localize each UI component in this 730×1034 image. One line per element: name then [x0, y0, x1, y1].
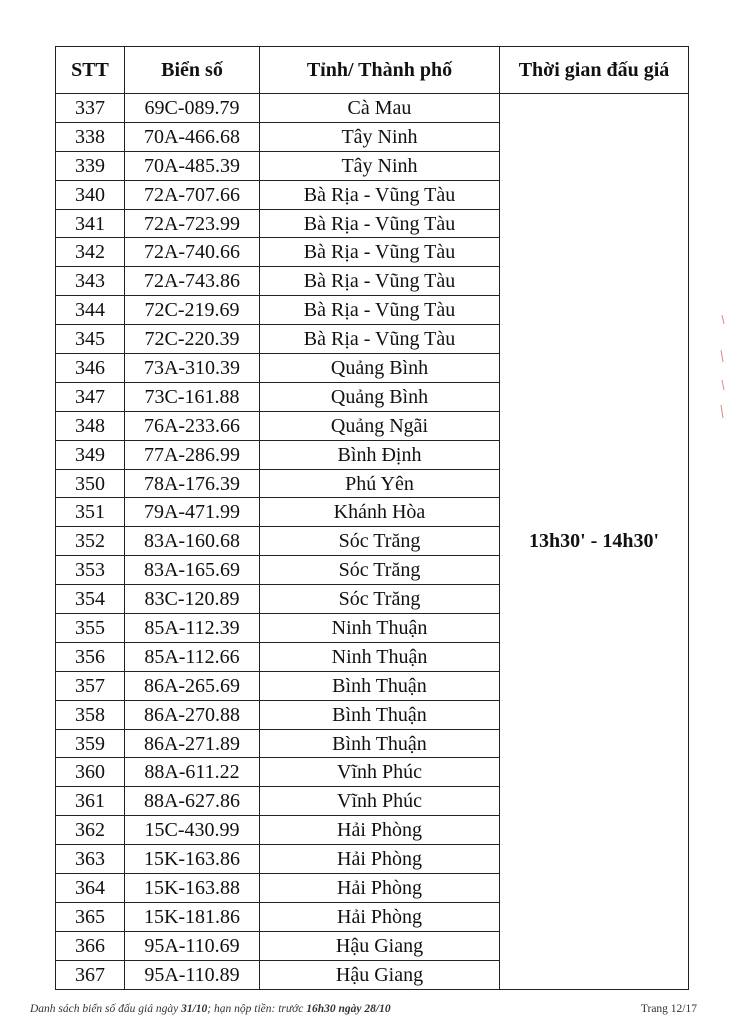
header-stt: STT — [56, 47, 125, 94]
cell-stt: 350 — [56, 469, 125, 498]
margin-stamp-mark — [717, 310, 727, 430]
cell-auction-time: 13h30' - 14h30' — [500, 94, 689, 990]
cell-province: Hậu Giang — [260, 960, 500, 989]
footer-text-prefix: Danh sách biển số đấu giá ngày — [30, 1003, 182, 1015]
cell-province: Bình Thuận — [260, 671, 500, 700]
cell-province: Hải Phòng — [260, 902, 500, 931]
cell-stt: 341 — [56, 209, 125, 238]
cell-stt: 349 — [56, 440, 125, 469]
cell-plate: 78A-176.39 — [125, 469, 260, 498]
cell-plate: 72A-743.86 — [125, 267, 260, 296]
cell-stt: 356 — [56, 642, 125, 671]
cell-province: Khánh Hòa — [260, 498, 500, 527]
cell-province: Hải Phòng — [260, 816, 500, 845]
page-number: Trang 12/17 — [640, 1003, 697, 1015]
cell-province: Tây Ninh — [260, 122, 500, 151]
cell-stt: 361 — [56, 787, 125, 816]
cell-plate: 15K-181.86 — [125, 902, 260, 931]
cell-stt: 346 — [56, 354, 125, 383]
cell-stt: 351 — [56, 498, 125, 527]
cell-province: Vĩnh Phúc — [260, 758, 500, 787]
cell-stt: 363 — [56, 845, 125, 874]
header-plate: Biển số — [125, 47, 260, 94]
cell-plate: 88A-611.22 — [125, 758, 260, 787]
cell-plate: 95A-110.69 — [125, 931, 260, 960]
cell-plate: 85A-112.39 — [125, 614, 260, 643]
footer-text-middle: ; hạn nộp tiền: trước — [207, 1003, 307, 1015]
cell-plate: 72C-219.69 — [125, 296, 260, 325]
cell-plate: 15K-163.88 — [125, 874, 260, 903]
cell-province: Sóc Trăng — [260, 556, 500, 585]
cell-plate: 73C-161.88 — [125, 382, 260, 411]
cell-stt: 355 — [56, 614, 125, 643]
auction-table — [55, 46, 689, 990]
footer-auction-date: 31/10 — [181, 1003, 208, 1015]
cell-plate: 72A-707.66 — [125, 180, 260, 209]
cell-stt: 354 — [56, 585, 125, 614]
cell-stt: 358 — [56, 700, 125, 729]
cell-province: Bà Rịa - Vũng Tàu — [260, 296, 500, 325]
footer-note — [30, 1003, 391, 1015]
cell-province: Quảng Bình — [260, 382, 500, 411]
cell-province: Sóc Trăng — [260, 585, 500, 614]
cell-province: Ninh Thuận — [260, 614, 500, 643]
header-time: Thời gian đấu giá — [500, 47, 689, 94]
cell-plate: 83A-160.68 — [125, 527, 260, 556]
footer-deadline: 16h30 ngày 28/10 — [306, 1003, 391, 1015]
cell-stt: 366 — [56, 931, 125, 960]
cell-stt: 360 — [56, 758, 125, 787]
cell-stt: 367 — [56, 960, 125, 989]
cell-stt: 357 — [56, 671, 125, 700]
cell-stt: 365 — [56, 902, 125, 931]
table-row — [56, 94, 689, 123]
cell-plate: 95A-110.89 — [125, 960, 260, 989]
cell-stt: 362 — [56, 816, 125, 845]
cell-plate: 83C-120.89 — [125, 585, 260, 614]
cell-province: Bình Định — [260, 440, 500, 469]
cell-plate: 79A-471.99 — [125, 498, 260, 527]
cell-province: Bình Thuận — [260, 729, 500, 758]
cell-province: Hải Phòng — [260, 845, 500, 874]
cell-province: Bà Rịa - Vũng Tàu — [260, 180, 500, 209]
cell-stt: 344 — [56, 296, 125, 325]
cell-province: Tây Ninh — [260, 151, 500, 180]
cell-plate: 76A-233.66 — [125, 411, 260, 440]
cell-stt: 340 — [56, 180, 125, 209]
cell-province: Bà Rịa - Vũng Tàu — [260, 267, 500, 296]
table-body — [56, 94, 689, 990]
table-header-row — [56, 47, 689, 94]
cell-plate: 70A-485.39 — [125, 151, 260, 180]
cell-stt: 343 — [56, 267, 125, 296]
cell-plate: 86A-265.69 — [125, 671, 260, 700]
cell-province: Vĩnh Phúc — [260, 787, 500, 816]
cell-stt: 359 — [56, 729, 125, 758]
cell-province: Hải Phòng — [260, 874, 500, 903]
cell-province: Hậu Giang — [260, 931, 500, 960]
cell-plate: 73A-310.39 — [125, 354, 260, 383]
cell-stt: 348 — [56, 411, 125, 440]
cell-plate: 72A-740.66 — [125, 238, 260, 267]
cell-stt: 339 — [56, 151, 125, 180]
cell-stt: 345 — [56, 325, 125, 354]
cell-plate: 69C-089.79 — [125, 94, 260, 123]
header-province: Tỉnh/ Thành phố — [260, 47, 500, 94]
cell-province: Bà Rịa - Vũng Tàu — [260, 209, 500, 238]
cell-stt: 338 — [56, 122, 125, 151]
cell-plate: 72A-723.99 — [125, 209, 260, 238]
cell-plate: 15C-430.99 — [125, 816, 260, 845]
cell-plate: 86A-270.88 — [125, 700, 260, 729]
cell-plate: 88A-627.86 — [125, 787, 260, 816]
cell-plate: 83A-165.69 — [125, 556, 260, 585]
cell-plate: 70A-466.68 — [125, 122, 260, 151]
cell-province: Bình Thuận — [260, 700, 500, 729]
cell-province: Quảng Bình — [260, 354, 500, 383]
cell-stt: 342 — [56, 238, 125, 267]
cell-plate: 15K-163.86 — [125, 845, 260, 874]
cell-plate: 77A-286.99 — [125, 440, 260, 469]
cell-stt: 353 — [56, 556, 125, 585]
cell-province: Bà Rịa - Vũng Tàu — [260, 325, 500, 354]
cell-plate: 86A-271.89 — [125, 729, 260, 758]
cell-plate: 85A-112.66 — [125, 642, 260, 671]
cell-province: Quảng Ngãi — [260, 411, 500, 440]
cell-stt: 364 — [56, 874, 125, 903]
cell-stt: 337 — [56, 94, 125, 123]
cell-province: Bà Rịa - Vũng Tàu — [260, 238, 500, 267]
cell-stt: 347 — [56, 382, 125, 411]
cell-province: Cà Mau — [260, 94, 500, 123]
cell-province: Sóc Trăng — [260, 527, 500, 556]
cell-plate: 72C-220.39 — [125, 325, 260, 354]
cell-province: Phú Yên — [260, 469, 500, 498]
cell-stt: 352 — [56, 527, 125, 556]
cell-province: Ninh Thuận — [260, 642, 500, 671]
